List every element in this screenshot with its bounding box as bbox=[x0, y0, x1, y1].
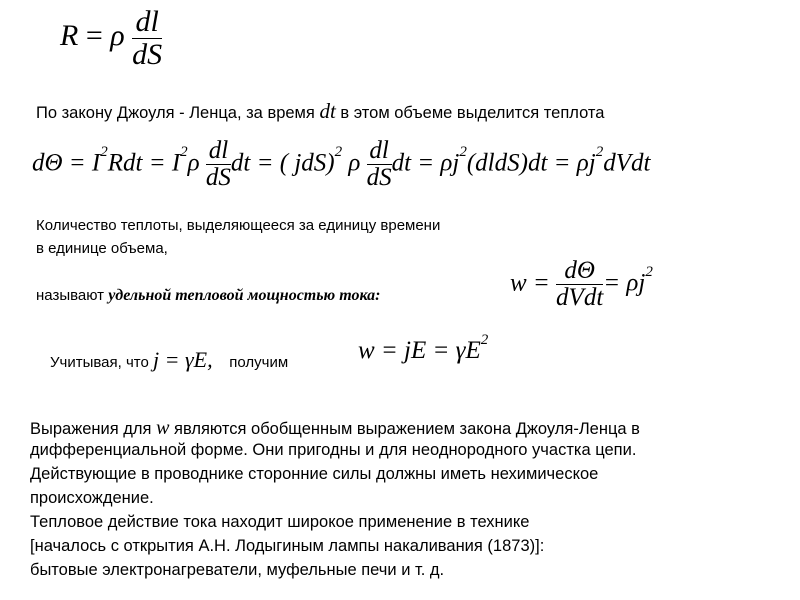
considering-relation: j = γE, bbox=[153, 347, 213, 372]
heat-mid-3: dt = ρj bbox=[391, 149, 460, 177]
paragraph-l1-w: w bbox=[156, 417, 170, 439]
heat-rho-2: ρ bbox=[348, 149, 361, 177]
called-line bbox=[36, 287, 381, 305]
w-numerator: dΘ bbox=[556, 258, 603, 285]
heat-lhs: dΘ = I bbox=[32, 149, 101, 177]
heat-denominator-2: dS bbox=[366, 164, 392, 192]
resistance-numerator: dl bbox=[132, 6, 162, 39]
joule-lenz-intro bbox=[36, 99, 604, 124]
intro-dt: dt bbox=[319, 99, 336, 123]
paragraph-l1-a: Выражения для bbox=[30, 420, 152, 438]
considering-get: получим bbox=[229, 354, 289, 371]
w-power: 2 bbox=[645, 264, 653, 281]
power-density-formula bbox=[510, 258, 653, 312]
quantity-line-2: в единице объема, bbox=[36, 240, 168, 257]
intro-text-after: в этом объеме выделится теплота bbox=[340, 104, 605, 122]
paragraph-line-4: происхождение. bbox=[30, 489, 154, 507]
heat-mid-2: dt = ( jdS) bbox=[230, 149, 335, 177]
resistance-lhs: R bbox=[60, 18, 79, 52]
paragraph-l1-b: являются обобщенным выражением закона Джоуля-Ленца в bbox=[174, 420, 640, 438]
paragraph-line-7: бытовые электронагреватели, муфельные печи и т. д. bbox=[30, 561, 445, 579]
resistance-rho: ρ bbox=[110, 18, 125, 52]
heat-mid-1: Rdt = I bbox=[107, 149, 181, 177]
heat-power-5: 2 bbox=[595, 144, 604, 161]
considering-prefix: Учитывая, что bbox=[50, 354, 149, 371]
heat-fraction-1 bbox=[206, 138, 231, 192]
heat-fraction-2 bbox=[367, 138, 392, 192]
w-fraction bbox=[556, 258, 603, 312]
intro-text-before: По закону Джоуля - Ленца, за время bbox=[36, 104, 315, 122]
resistance-denominator: dS bbox=[132, 37, 163, 71]
heat-formula bbox=[32, 138, 650, 192]
paragraph-line-3: Действующие в проводнике сторонние силы должны иметь нехимическое bbox=[30, 465, 599, 483]
resistance-fraction bbox=[132, 6, 162, 70]
heat-rho-1: ρ bbox=[187, 149, 200, 177]
heat-power-1: 2 bbox=[100, 144, 108, 161]
paragraph-line-1 bbox=[30, 417, 640, 440]
paragraph-line-5: Тепловое действие тока находит широкое применение в технике bbox=[30, 513, 530, 531]
considering-power: 2 bbox=[480, 331, 489, 348]
heat-power-3: 2 bbox=[334, 144, 343, 161]
called-prefix: называют bbox=[36, 287, 105, 304]
resistance-formula bbox=[60, 6, 162, 70]
heat-tail: dVdt bbox=[603, 149, 651, 177]
w-rhs: = ρj bbox=[603, 269, 646, 297]
heat-power-4: 2 bbox=[459, 144, 467, 161]
joule-lenz-differential-formula bbox=[358, 331, 489, 365]
w-denominator: dVdt bbox=[556, 284, 604, 312]
paragraph-line-2: дифференциальной форме. Они пригодны и для неоднородного участка цепи. bbox=[30, 441, 637, 459]
resistance-eq: = bbox=[85, 18, 103, 52]
considering-result: w = jE = γE bbox=[358, 337, 481, 364]
paragraph-line-6: [началось с открытия А.Н. Лодыгиным лампы накаливания (1873)]: bbox=[30, 537, 545, 555]
w-lhs: w = bbox=[510, 269, 550, 297]
considering-line bbox=[50, 347, 288, 373]
quantity-line-1: Количество теплоты, выделяющееся за единицу времени bbox=[36, 217, 441, 234]
heat-denominator-1: dS bbox=[205, 164, 231, 192]
heat-power-2: 2 bbox=[180, 144, 188, 161]
called-term: удельной тепловой мощностью тока: bbox=[108, 287, 381, 304]
heat-numerator-1: dl bbox=[206, 138, 231, 165]
heat-numerator-2: dl bbox=[367, 138, 392, 165]
heat-mid-4: (dldS)dt = ρj bbox=[466, 149, 596, 177]
